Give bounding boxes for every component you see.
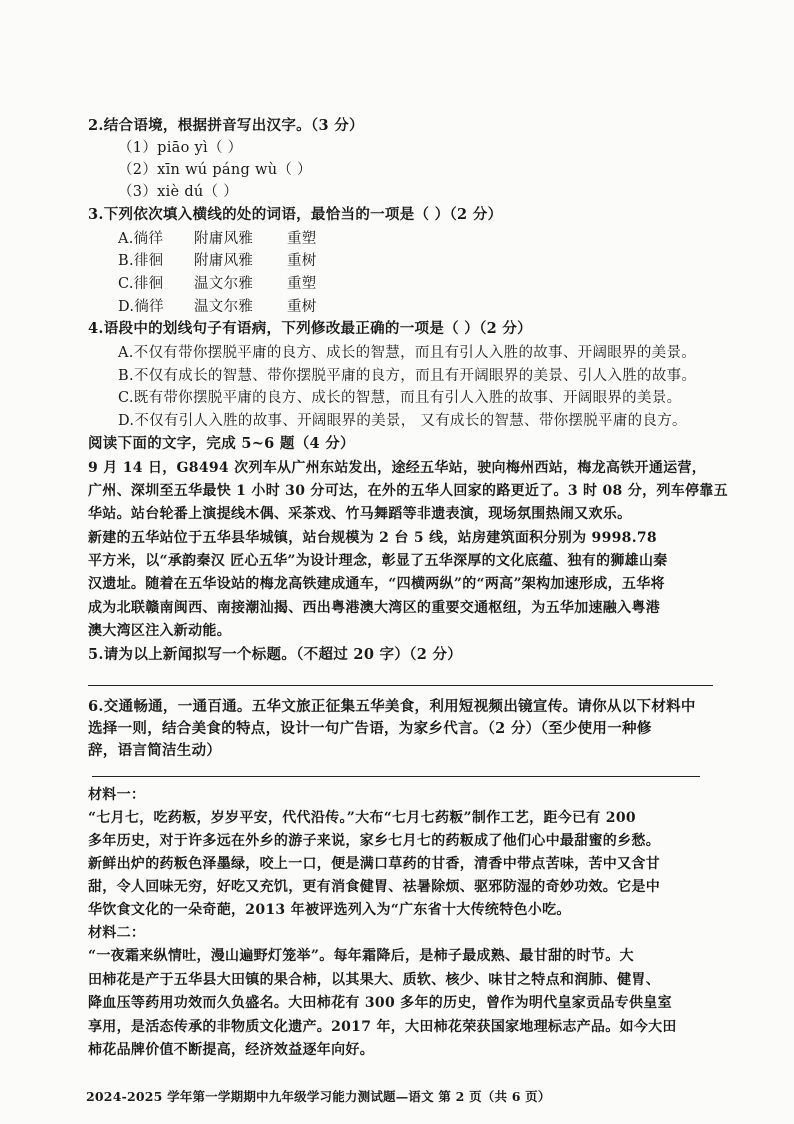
- q5-stem: 5.请为以上新闻拟写一个标题。（不超过 20 字）（2 分）: [88, 646, 463, 663]
- reading-intro: 阅读下面的文字，完成 5~6 题（4 分）: [88, 435, 355, 452]
- page-footer: 2024-2025 学年第一学期期中九年级学习能力测试题—语文 第 2 页（共 6 页）: [86, 1089, 551, 1104]
- material1-line: 甜，令人回味无穷，好吃又充饥，更有消食健胃、祛暑除烦、驱邪防湿的奇妙功效。它是中: [88, 879, 660, 895]
- q3-option-d-word2: 温文尔雅: [194, 299, 254, 315]
- q3-option-b-word2: 附庸风雅: [194, 253, 254, 269]
- q4-option-b: B.不仅有成长的智慧、带你摆脱平庸的良方，而且有开阔眼界的美景、引人入胜的故事。: [118, 368, 697, 384]
- q2-stem: 2.结合语境，根据拼音写出汉字。（3 分）: [88, 117, 364, 134]
- q4-option-c: C.既有带你摆脱平庸的良方、成长的智慧，而且有引人入胜的故事、开阔眼界的美景。: [118, 390, 682, 406]
- reading-para2-line: 澳大湾区注入新动能。: [88, 623, 231, 639]
- q3-option-b-word3: 重树: [287, 253, 317, 269]
- q3-option-b-label: B.徘徊: [118, 253, 164, 269]
- q6-answer-line[interactable]: [92, 776, 700, 777]
- reading-para2-line: 汉遗址。随着在五华设站的梅龙高铁建成通车，“四横两纵”的“两高”架构加速形成，五华将: [88, 576, 665, 592]
- reading-para1-line: 9 月 14 日，G8494 次列车从广州东站发出，途经五华站，驶向梅州西站，梅龙高铁开通运营，: [88, 460, 707, 476]
- material1-line: 多年历史，对于许多远在外乡的游子来说，家乡七月七的药粄成了他们心中最甜蜜的乡愁。: [88, 833, 660, 849]
- material1-title: 材料一：: [88, 787, 146, 803]
- q3-option-a-word3: 重塑: [287, 231, 317, 247]
- material2-line: 柿花品牌价值不断提高，经济效益逐年向好。: [88, 1042, 374, 1058]
- q2-item-2: （2）xīn wú páng wù（ ）: [118, 162, 312, 178]
- q3-option-d-word3: 重树: [287, 299, 317, 315]
- q4-option-d: D.不仅有引人入胜的故事、开阔眼界的美景， 又有成长的智慧、带你摆脱平庸的良方。: [118, 413, 687, 429]
- material2-line: 田柿花是产于五华县大田镇的果合柿，以其果大、质软、核少、味甘之特点和润肺、健胃、: [88, 972, 660, 988]
- reading-para1-line: 华站。站台轮番上演提线木偶、采茶戏、竹马舞蹈等非遗表演，现场氛围热闹又欢乐。: [88, 506, 632, 522]
- q2-item-3: （3）xiè dú（ ）: [118, 184, 239, 200]
- q3-option-c-label: C.徘徊: [118, 276, 164, 292]
- material1-line: 新鲜出炉的药粄色泽墨绿，咬上一口，便是满口草药的甘香，清香中带点苦味，苦中又含甘: [88, 856, 660, 872]
- q3-option-c-word3: 重塑: [287, 276, 317, 292]
- q5-answer-line[interactable]: [88, 685, 713, 686]
- q3-option-d-label: D.徜徉: [118, 299, 164, 315]
- q2-item-1: （1）piāo yì（ ）: [118, 140, 243, 156]
- q3-option-a-word2: 附庸风雅: [194, 231, 254, 247]
- q3-option-c-word2: 温文尔雅: [194, 276, 254, 292]
- material2-line: 降血压等药用功效而久负盛名。大田柿花有 300 多年的历史，曾作为明代皇家贡品专供皇室: [88, 995, 672, 1011]
- q4-stem: 4.语段中的划线句子有语病，下列修改最正确的一项是（ ）（2 分）: [88, 320, 532, 337]
- material1-line: 华饮食文化的一朵奇葩，2013 年被评选列入为“广东省十大传统特色小吃。: [88, 902, 571, 918]
- material2-title: 材料二：: [88, 925, 146, 941]
- q4-option-a: A.不仅有带你摆脱平庸的良方、成长的智慧，而且有引人入胜的故事、开阔眼界的美景。: [118, 345, 697, 361]
- reading-para2-line: 新建的五华站位于五华县华城镇，站台规模为 2 台 5 线，站房建筑面积分别为 9998.78: [88, 530, 657, 546]
- q6-line: 辞，语言简洁生动）: [88, 742, 222, 759]
- q3-stem: 3.下列依次填入横线的处的词语，最恰当的一项是（ ）（2 分）: [88, 206, 503, 223]
- q6-line: 6.交通畅通，一通百通。五华文旅正征集五华美食，利用短视频出镜宣传。请你从以下材料中: [88, 698, 696, 715]
- reading-para2-line: 成为北联赣南闽西、南接潮汕揭、西出粤港澳大湾区的重要交通枢纽，为五华加速融入粤港: [88, 600, 660, 616]
- material2-line: 享用，是活态传承的非物质文化遗产。2017 年，大田柿花荣获国家地理标志产品。如今大田: [88, 1019, 677, 1035]
- material2-line: “一夜霜来纵情吐，漫山遍野灯笼举”。每年霜降后，是柿子最成熟、最甘甜的时节。大: [88, 948, 634, 964]
- q6-line: 选择一则，结合美食的特点，设计一句广告语，为家乡代言。（2 分）（至少使用一种修: [88, 720, 652, 737]
- reading-para1-line: 广州、深圳至五华最快 1 小时 30 分可达，在外的五华人回家的路更近了。3 时 08 分，列车停靠五: [88, 483, 728, 499]
- material1-line: “七月七，吃药粄，岁岁平安，代代沿传。”大布“七月七药粄”制作工艺，距今已有 200: [88, 810, 636, 826]
- q3-option-a-label: A.徜徉: [118, 231, 164, 247]
- reading-para2-line: 平方米，以“承韵秦汉 匠心五华”为设计理念，彰显了五华深厚的文化底蕴、独有的狮雄山秦: [88, 553, 668, 569]
